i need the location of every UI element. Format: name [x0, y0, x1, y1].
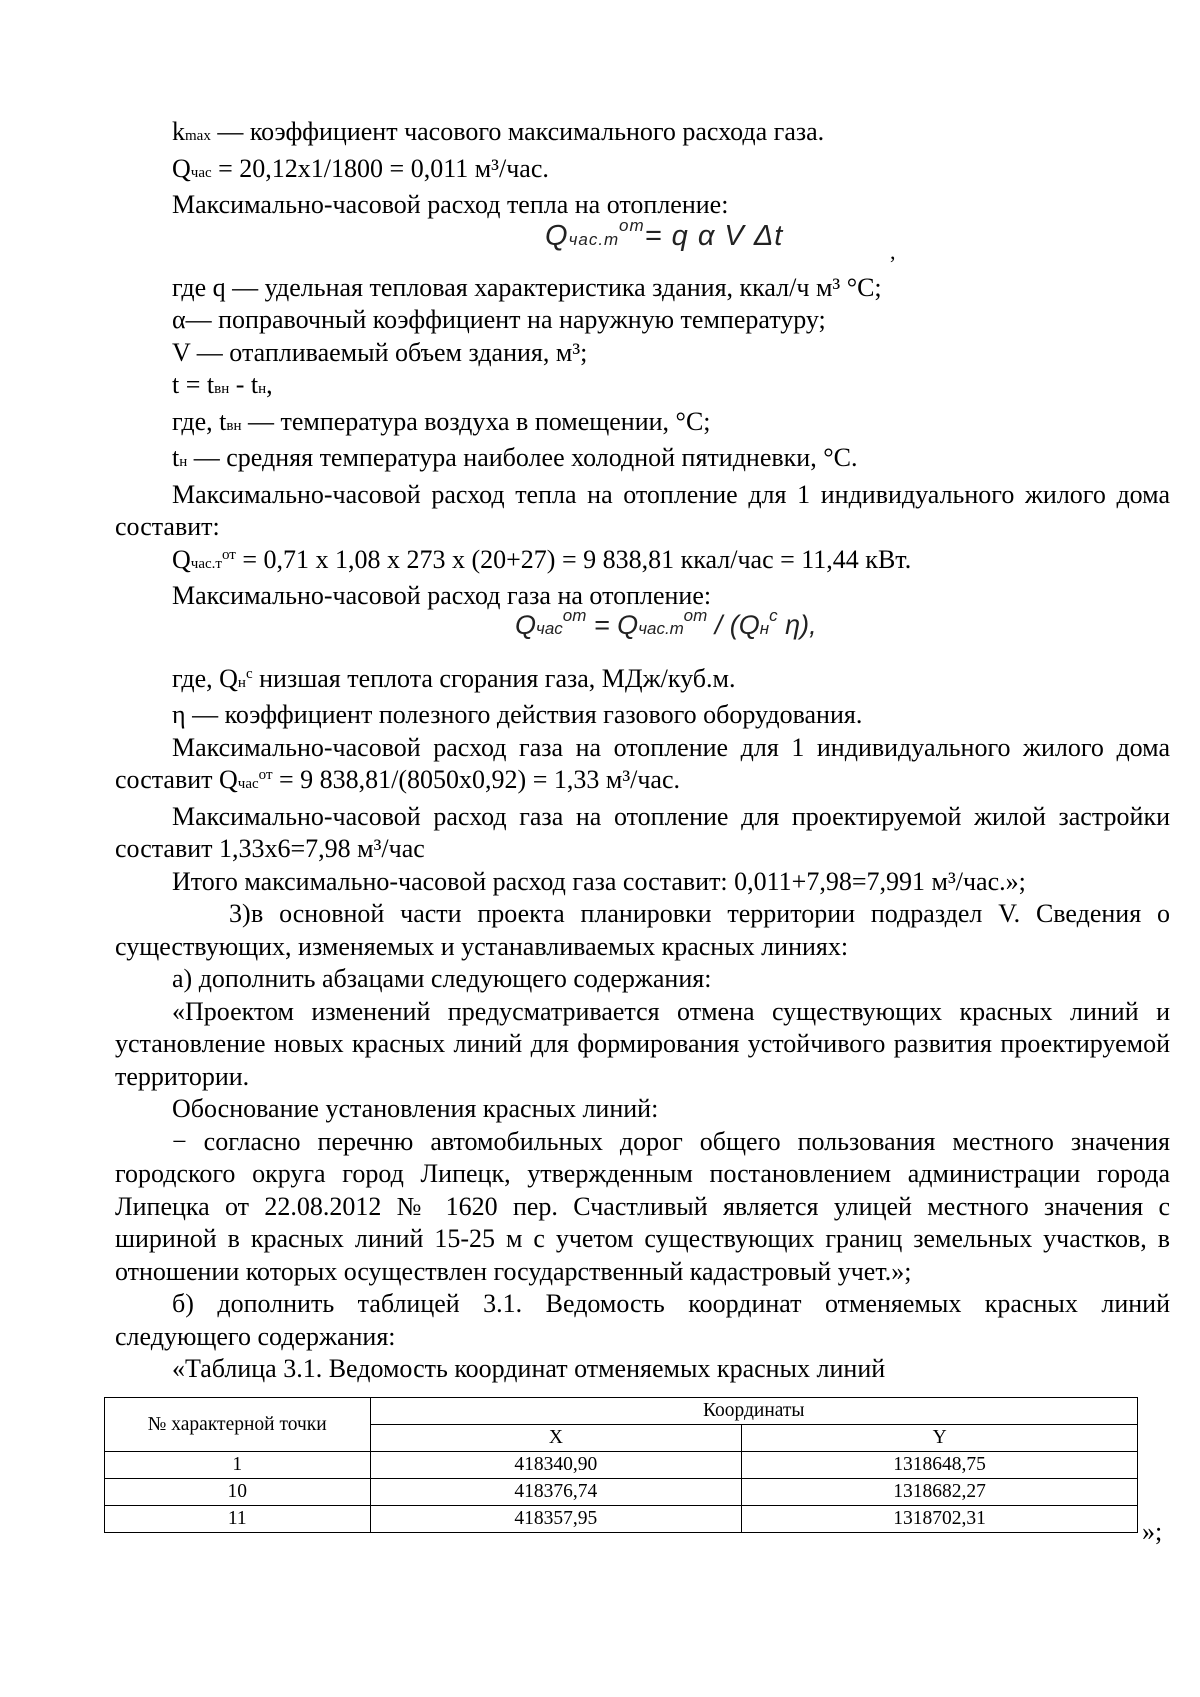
- formula-heat-comma: ,: [890, 238, 896, 264]
- tn-line: [115, 442, 1170, 479]
- cell-point: 11: [105, 1506, 371, 1533]
- formula-heat-expression: [545, 215, 784, 257]
- cell-point: 1: [105, 1452, 371, 1479]
- table-header-row: [105, 1398, 1138, 1425]
- eta-line: η — коэффициент полезного действия газового оборудования.: [172, 700, 863, 729]
- formula-heat-sup: от: [619, 215, 645, 235]
- formula-heat-rhs: = q α V Δt: [644, 219, 784, 252]
- delta-t-a: t = t: [172, 370, 215, 399]
- qchas-symbol: Q: [172, 153, 191, 183]
- formula-gas-eq: = Q: [586, 609, 639, 640]
- formula-gas: [115, 605, 1170, 663]
- formula-gas-div: / (Q: [707, 609, 760, 640]
- qcalc-a: Q: [172, 544, 191, 574]
- formula-gas-sup3: с: [769, 605, 778, 625]
- cell-x: 418340,90: [370, 1452, 742, 1479]
- tvn-sub: вн: [226, 417, 242, 434]
- table-title: «Таблица 3.1. Ведомость координат отменяемых красных линий: [172, 1354, 886, 1383]
- kmax-subscript: max: [185, 128, 211, 144]
- justification-paragraph: − согласно перечню автомобильных дорог общего пользования местного значения городского округа город Липецк, утвержденным постановлением администрации города Липецка от 22.08.2012 № 1620 пер. Счастливый является улицей местного значения с шириной в красных линий 15-25 м с учетом существующих границ земельных участков, в отношении которых осуществлен государственный кадастровый учет.»;: [115, 1126, 1170, 1286]
- delta-t-c: ,: [266, 370, 273, 399]
- total-line: Итого максимально-часовой расход газа составит: 0,011+7,98=7,991 м³/час.»;: [172, 866, 1026, 896]
- where-q-line: где q — удельная тепловая характеристика здания, ккал/ч м³ °С;: [172, 272, 882, 302]
- formula-heat-sub: час.т: [568, 229, 620, 249]
- formula-heat: [115, 215, 1170, 272]
- qchas-line: [115, 153, 1170, 190]
- gas-house-sup: от: [258, 767, 273, 783]
- cell-y: 1318648,75: [742, 1452, 1138, 1479]
- table-row: [105, 1479, 1138, 1506]
- volume-line: V — отапливаемый объем здания, м³;: [172, 337, 588, 367]
- cell-x: 418357,95: [370, 1506, 742, 1533]
- heat-title: Максимально-часовой расход тепла на отопление:: [172, 190, 729, 219]
- formula-gas-sub3: н: [759, 618, 770, 638]
- formula-gas-expression: [515, 605, 817, 646]
- header-point-number: № характерной точки: [105, 1398, 371, 1452]
- gas-house-paragraph: [115, 732, 1170, 801]
- tn-a: t: [172, 443, 180, 472]
- table-row: [105, 1452, 1138, 1479]
- qn-sup: с: [245, 665, 253, 682]
- delta-t-line: [115, 369, 1170, 406]
- coordinates-table: [104, 1397, 1138, 1533]
- gas-house-a: Максимально-часовой расход газа на отопление для 1 индивидуального жилого дома составит Q: [115, 732, 1170, 794]
- formula-gas-sub: час: [536, 618, 563, 638]
- delta-t-sub1: вн: [214, 381, 230, 397]
- item-3-paragraph: [115, 898, 1170, 963]
- closing-quote: »;: [1142, 1517, 1163, 1546]
- qn-sub: н: [237, 674, 246, 691]
- qcalc-b: = 0,71 х 1,08 х 273 х (20+27) = 9 838,81 ккал/час = 11,44 кВт.: [235, 544, 912, 574]
- cell-x: 418376,74: [370, 1479, 742, 1506]
- item-3-number: 3): [229, 899, 251, 928]
- document-body: [115, 116, 1170, 1386]
- cell-y: 1318702,31: [742, 1506, 1138, 1533]
- table-row: [105, 1506, 1138, 1533]
- item-3-text: в основной части проекта планировки территории подраздел V. Сведения о существующих, изменяемых и устанавливаемых красных линиях:: [115, 899, 1170, 961]
- formula-gas-sup: от: [562, 605, 587, 625]
- gas-title: Максимально-часовой расход газа на отопление:: [172, 581, 712, 610]
- delta-t-b: - t: [229, 370, 259, 399]
- qchas-subscript: час: [190, 164, 212, 181]
- qchas-text: = 20,12х1/1800 = 0,011 м³/час.: [211, 153, 549, 183]
- cell-point: 10: [105, 1479, 371, 1506]
- tvn-a: где, t: [172, 406, 227, 436]
- item-b-paragraph: б) дополнить таблицей 3.1. Ведомость координат отменяемых красных линий следующего содержания:: [115, 1289, 1170, 1351]
- header-x: X: [370, 1425, 742, 1452]
- kmax-symbol: k: [172, 117, 185, 146]
- qn-b: низшая теплота сгорания газа, МДж/куб.м.: [252, 663, 736, 693]
- kmax-text: — коэффициент часового максимального расхода газа.: [210, 117, 825, 146]
- tvn-line: [115, 406, 1170, 443]
- tn-b: — средняя температура наиболее холодной пятидневки, °С.: [187, 443, 858, 472]
- qcalc-line: [115, 544, 1170, 581]
- formula-gas-comma: ,: [809, 609, 817, 640]
- header-y: Y: [742, 1425, 1138, 1452]
- qcalc-sub: час.т: [190, 555, 222, 572]
- qcalc-sup: от: [221, 546, 236, 563]
- heat-house-paragraph: Максимально-часовой расход тепла на отопление для 1 индивидуального жилого дома составит:: [115, 479, 1170, 541]
- formula-gas-sub2: час.т: [638, 618, 684, 638]
- qn-line: [115, 663, 1170, 700]
- tn-sub: н: [179, 454, 188, 470]
- kmax-line: [115, 116, 1170, 153]
- formula-heat-q: Q: [545, 219, 569, 252]
- delta-t-sub2: н: [258, 381, 267, 397]
- header-coordinates: Координаты: [370, 1398, 1138, 1425]
- gas-house-b: = 9 838,81/(8050х0,92) = 1,33 м³/час.: [272, 765, 680, 794]
- cell-y: 1318682,27: [742, 1479, 1138, 1506]
- qn-a: где, Q: [172, 663, 238, 693]
- alpha-line: α— поправочный коэффициент на наружную температуру;: [172, 305, 826, 334]
- formula-gas-q: Q: [515, 609, 537, 640]
- gas-project-paragraph: Максимально-часовой расход газа на отопление для проектируемой жилой застройки составит 1,33х6=7,98 м³/час: [115, 801, 1170, 863]
- justification-title: Обоснование установления красных линий:: [172, 1094, 659, 1123]
- formula-gas-sup2: от: [683, 605, 708, 625]
- formula-gas-end: η): [777, 609, 810, 640]
- item-a-line: а) дополнить абзацами следующего содержания:: [172, 964, 712, 993]
- gas-house-sub: час: [237, 776, 259, 792]
- tvn-b: — температура воздуха в помещении, °С;: [241, 406, 711, 436]
- quote-paragraph: «Проектом изменений предусматривается отмена существующих красных линий и установление новых красных линий для формирования устойчивого развития проектируемой территории.: [115, 996, 1170, 1091]
